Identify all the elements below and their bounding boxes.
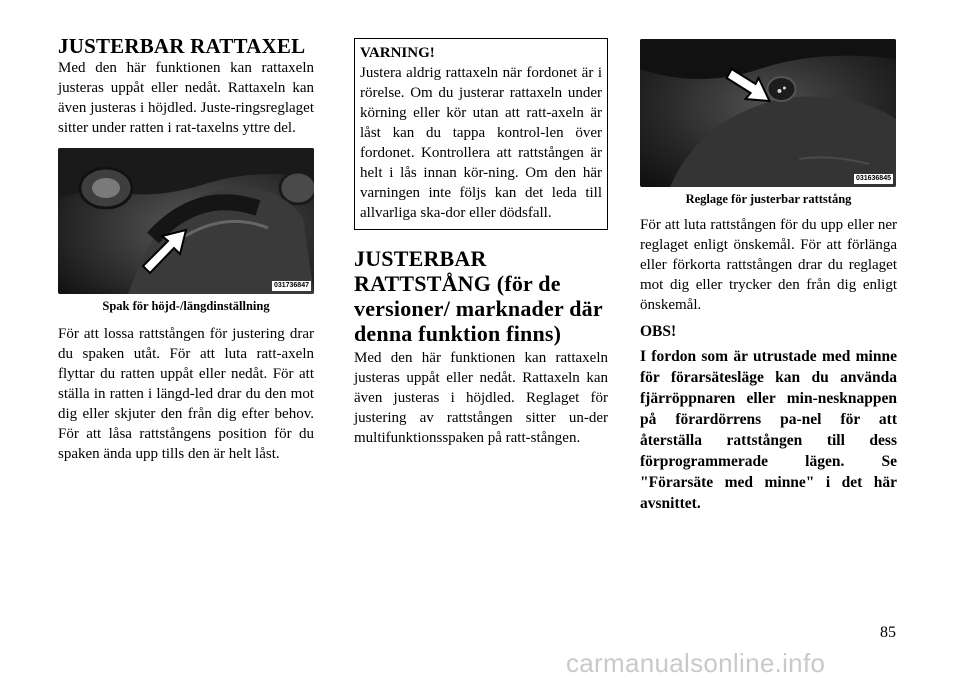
tilt-instructions: För att luta rattstången för du upp eller ner reglaget enligt önskemål. För att förlänga eller förkorta rattstången drar du reglaget mot dig eller trycker den från dig enligt önskemål. (640, 217, 897, 313)
column-control-image (640, 39, 896, 187)
warning-text: Justera aldrig rattaxeln när fordonet är i rörelse. Om du justerar rattaxeln under körning eller kör utan att ratt-axeln är låst kan du tappa kontrol-len över fordonet. Kontrollera att rattstången är helt i lås innan kör-ning. Om den här varningen inte följs kan det leda till allvarliga ska-dor eller dödsfall. (360, 65, 602, 221)
steering-lever-image (58, 148, 314, 294)
image-caption: Reglage för justerbar rattstång (685, 192, 852, 206)
steering-lever-photo (58, 148, 314, 294)
warning-title: VARNING! (360, 45, 435, 61)
lever-instructions: För att lossa rattstången för justering drar du spaken utåt. För att luta ratt-axeln flyttar du ratten uppåt eller nedåt. För att ställa in ratten i längd-led drar du den mot dig eller skjuter den från dig efter behov. För att låsa rattstångens position för du spaken ända upp tills den är helt låst. (58, 326, 314, 462)
note-text: I fordon som är utrustade med minne för förarsätesläge kan du använda fjärröppnaren eller min-nesknappen på förardörrens pa-nel för att återställa rattstången till dess förprogrammerade lägen. Se "Förarsäte med minne" i det här avsnittet. (640, 348, 897, 512)
left-column (58, 34, 314, 464)
section-heading-rattstang: JUSTERBAR RATTSTÅNG (för de versioner/ marknader där denna funktion finns) (354, 246, 603, 346)
rattstang-paragraph: Med den här funktionen kan rattaxeln justeras uppåt eller nedåt. Rattaxeln kan även justeras i höjdled. Reglaget för justering av rattstången sitter un-der multifunktionsspaken på ratt-stången. (354, 350, 608, 446)
note-title: OBS! (640, 323, 677, 340)
image-code: 031636845 (855, 175, 891, 182)
right-column (640, 34, 897, 514)
page-number: 85 (880, 624, 896, 641)
warning-box (354, 38, 608, 230)
image-caption: Spak för höjd-/längdinställning (102, 299, 270, 313)
section-heading-rattaxel: JUSTERBAR RATTAXEL (58, 34, 306, 58)
intro-paragraph: Med den här funktionen kan rattaxeln justeras uppåt eller nedåt. Rattaxeln kan även justeras i höjdled. Juste-ringsreglaget sitter under ratten i rat-taxelns yttre del. (58, 60, 314, 136)
column-control-photo (640, 39, 896, 187)
watermark: carmanualsonline.info (566, 648, 826, 678)
middle-column (354, 34, 608, 448)
image-code: 031736847 (273, 282, 309, 289)
